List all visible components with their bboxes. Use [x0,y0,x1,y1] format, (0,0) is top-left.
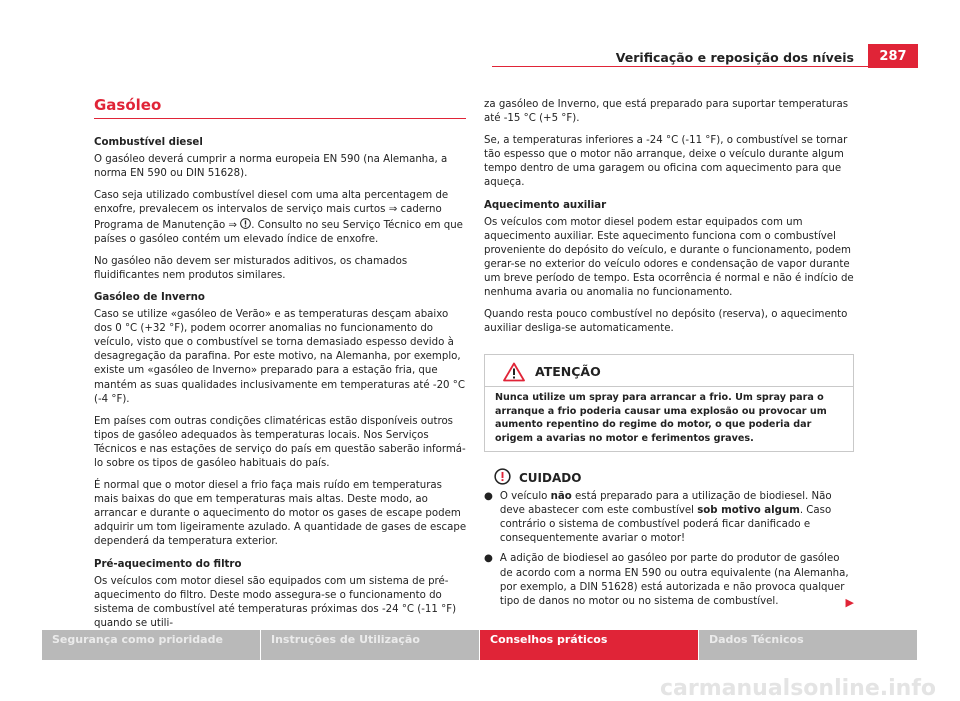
page-number: 287 [868,44,918,68]
section-title: Gasóleo [94,96,162,114]
footer-tab-practical-tips[interactable]: Conselhos práticos [480,630,698,660]
subheading-diesel-fuel: Combustível diesel [94,137,203,149]
warning-triangle-icon [503,362,525,382]
caution-header [484,468,854,485]
footer-nav [42,630,918,660]
continue-arrow-icon[interactable]: ▶ [845,595,854,609]
paragraph: No gasóleo não devem ser misturados aditivos, os chamados fluidificantes nem produtos similares. [94,255,408,281]
text-segment: . Caso contrário o sistema de combustível poderá ficar danificado e consequentemente avariar o motor! [499,505,832,545]
paragraph: Em países com outras condições climatéricas estão disponíveis outros tipos de gasóleo adequados às temperaturas locais. Nos Serviços Técnicos e nas estações de serviço do país em questão saberão informá-lo sobre os tipos de gasóleo habituais do país. [94,415,466,469]
bullet-icon: ● [484,553,493,565]
right-column [484,98,854,615]
paragraph: za gasóleo de Inverno, que está preparado para suportar temperaturas até -15 °C (+5 °F). [484,99,849,125]
list-item [484,552,854,608]
warning-title: ATENÇÃO [535,364,601,380]
warning-text: Nunca utilize um spray para arrancar a frio. Um spray para o arranque a frio poderia causar uma explosão ou provocar um aumento repentino do regime do motor, o que poderia dar origem a avarias no motor e ferimentos graves. [485,386,853,451]
paragraph: Quando resta pouco combustível no depósito (reserva), o aquecimento auxiliar desliga-se automaticamente. [484,309,848,335]
emphasis: não [550,491,572,503]
warning-header [485,355,853,386]
emphasis: sob motivo algum [697,505,800,517]
subheading-filter-preheating: Pré-aquecimento do filtro [94,558,242,570]
paragraph: É normal que o motor diesel a frio faça mais ruído em temperaturas mais baixas do que em temperaturas mais altas. Deste modo, ao arrancar e durante o aquecimento do motor os gases de escape podem adquirir um tom ligeiramente azulado. A quantidade de gases de escape dependerá da temperatura exterior. [94,480,467,548]
bullet-icon: ● [484,491,493,503]
text-segment: está preparado para a utilização de biodiesel. Não deve abastecer com este combustível [499,491,832,517]
header-rule [492,66,868,67]
footer-tab-technical-data[interactable]: Dados Técnicos [699,630,917,660]
running-header: Verificação e reposição dos níveis [615,50,854,65]
paragraph: Se, a temperaturas inferiores a -24 °C (-11 °F), o combustível se tornar tão espesso que o motor não arranque, deixe o veículo durante algum tempo dentro de uma garagem ou oficina com aquecimento para que aqueça. [484,135,848,189]
paragraph: Os veículos com motor diesel são equipados com um sistema de pré-aquecimento do filtro. Deste modo assegura-se o funcionamento do sistema de combustível até temperaturas próximas dos -24 °C (-11 °F) quando se utili- [94,575,457,629]
list-item-text [500,490,854,546]
section-rule [94,118,466,119]
paragraph-text: . Consulto no seu Serviço Técnico em que países o gasóleo contém um elevado índice de enxofre. [94,219,463,245]
subheading-winter-diesel: Gasóleo de Inverno [94,291,205,303]
info-circle-icon [240,218,251,229]
warning-box [484,354,854,452]
footer-tab-safety[interactable]: Segurança como prioridade [42,630,260,660]
list-item [484,490,854,546]
left-column [94,98,468,639]
list-item-text: A adição de biodiesel ao gasóleo por parte do produtor de gasóleo de acordo com a norma EN 590 ou outra equivalente (na Alemanha, por exemplo, a DIN 51628) está autorizada e não provoca qualquer tipo de danos no motor ou no sistema de combustível. [499,553,849,607]
caution-title: CUIDADO [519,470,582,485]
subheading-auxiliary-heating: Aquecimento auxiliar [484,199,607,211]
paragraph: O gasóleo deverá cumprir a norma europeia EN 590 (na Alemanha, a norma EN 590 ou DIN 51628). [94,154,448,180]
exclamation-circle-icon [494,468,511,485]
paragraph-sulfur [94,189,468,246]
footer-tab-instructions[interactable]: Instruções de Utilização [261,630,479,660]
paragraph: Caso se utilize «gasóleo de Verão» e as temperaturas desçam abaixo dos 0 °C (+32 °F), podem ocorrer anomalias no funcionamento do veículo, visto que o combustível se torna demasiado espesso devido à desagregação da parafina. Por este motivo, na Alemanha, por exemplo, existe um «gasóleo de Inverno» preparado para a estação fria, que mantém as suas qualidades inclusivamente em temperaturas até -20 °C (-4 °F). [94,309,465,405]
paragraph-text: Caso seja utilizado combustível diesel com uma alta percentagem de enxofre, prevalecem os intervalos de serviço mais curtos ⇒ caderno Programa de Manutenção ⇒ [94,190,449,231]
paragraph: Os veículos com motor diesel podem estar equipados com um aquecimento auxiliar. Este aquecimento funciona com o combustível proveniente do depósito do veículo, e durante o funcionamento, podem gerar-se no exterior do veículo odores e condensação de vapor durante um breve período de tempo. Esta ocorrência é normal e não é indício de nenhuma avaria ou anomalia no funcionamento. [484,216,854,299]
text-segment: O veículo [499,491,551,503]
watermark: carmanualsonline.info [660,676,936,701]
